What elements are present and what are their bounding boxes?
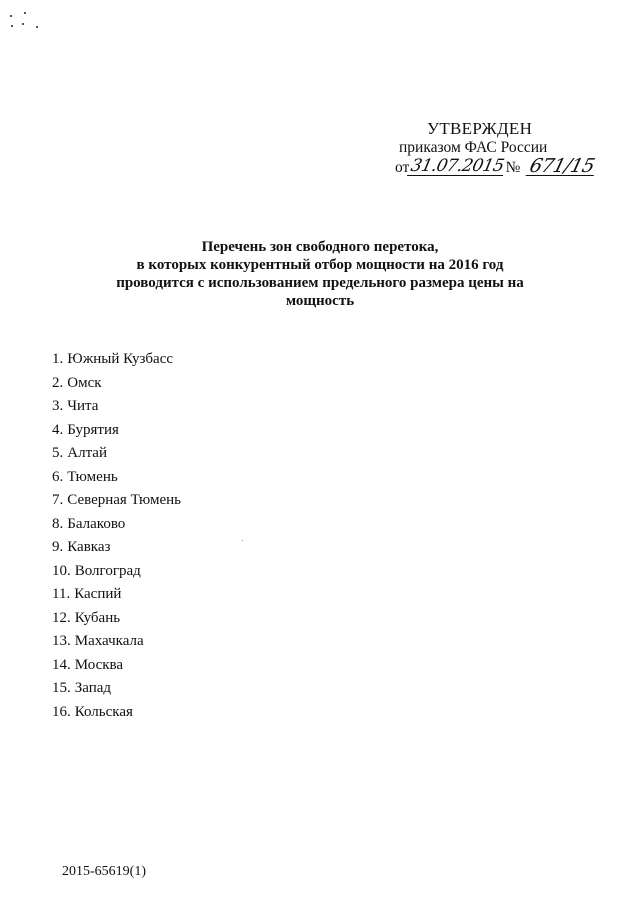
- list-item-name: Запад: [74, 680, 112, 696]
- list-item-number: 16.: [52, 703, 71, 720]
- list-item-name: Кубань: [74, 609, 121, 626]
- list-item-number: 3.: [52, 398, 64, 414]
- list-item: [52, 536, 181, 560]
- heading-line: в которых конкурентный отбор мощности на 2016 год: [136, 257, 504, 273]
- approved-label: УТВЕРЖДЕН: [427, 119, 533, 138]
- order-reference: приказом ФАС России: [399, 139, 548, 156]
- list-item-number: 6.: [52, 468, 64, 485]
- list-item-name: Чита: [67, 398, 99, 414]
- list-item-number: 1.: [52, 351, 64, 367]
- list-item-number: 4.: [52, 421, 64, 438]
- scan-speck: [242, 540, 243, 541]
- handwritten-order-number: 671/15: [527, 155, 598, 177]
- list-item-number: 13.: [52, 633, 71, 649]
- list-item-name: Волгоград: [74, 562, 141, 579]
- list-item-number: 5.: [52, 445, 64, 461]
- list-item: [52, 419, 181, 443]
- list-item-number: 8.: [52, 515, 64, 532]
- list-item: [52, 489, 181, 513]
- list-item-name: Омск: [67, 374, 102, 391]
- order-date-line: [395, 155, 598, 177]
- list-item-number: 12.: [52, 609, 71, 626]
- list-item-name: Каспий: [74, 586, 122, 602]
- list-item-number: 7.: [52, 492, 64, 508]
- number-prefix: №: [505, 159, 521, 176]
- list-item: [52, 583, 181, 607]
- list-item: [52, 348, 181, 372]
- list-item: [52, 372, 181, 396]
- list-item-name: Бурятия: [67, 421, 119, 438]
- list-item: [52, 442, 181, 466]
- list-item-name: Тюмень: [67, 468, 118, 485]
- list-item: [52, 513, 181, 537]
- heading-line: проводится с использованием предельного размера цены на: [116, 275, 524, 291]
- document-code: 2015-65619(1): [62, 864, 146, 879]
- list-item-name: Кольская: [74, 703, 133, 720]
- date-prefix: от: [395, 159, 410, 176]
- list-item-number: 15.: [52, 680, 71, 696]
- handwritten-date: 31.07.2015: [409, 156, 506, 176]
- list-item-number: 9.: [52, 539, 64, 555]
- list-item-name: Южный Кузбасс: [67, 351, 174, 367]
- list-item-name: Москва: [74, 656, 124, 673]
- list-item: [52, 630, 181, 654]
- list-item: [52, 466, 181, 490]
- list-item-name: Махачкала: [74, 633, 144, 649]
- zone-list: [52, 348, 181, 724]
- scan-artifact-dots: [8, 12, 48, 34]
- list-item-number: 11.: [52, 586, 71, 602]
- list-item-number: 14.: [52, 656, 71, 673]
- heading-line: Перечень зон свободного перетока,: [201, 239, 439, 255]
- list-item-number: 2.: [52, 374, 64, 391]
- list-item: [52, 560, 181, 584]
- heading-line: мощность: [285, 293, 355, 309]
- list-item-name: Кавказ: [67, 539, 111, 555]
- list-item: [52, 607, 181, 631]
- list-item: [52, 701, 181, 725]
- document-heading: [95, 238, 545, 310]
- list-item: [52, 395, 181, 419]
- list-item-name: Балаково: [67, 515, 126, 532]
- list-item-name: Алтай: [67, 445, 107, 461]
- list-item-number: 10.: [52, 562, 71, 579]
- list-item: [52, 677, 181, 701]
- list-item: [52, 654, 181, 678]
- list-item-name: Северная Тюмень: [67, 492, 182, 508]
